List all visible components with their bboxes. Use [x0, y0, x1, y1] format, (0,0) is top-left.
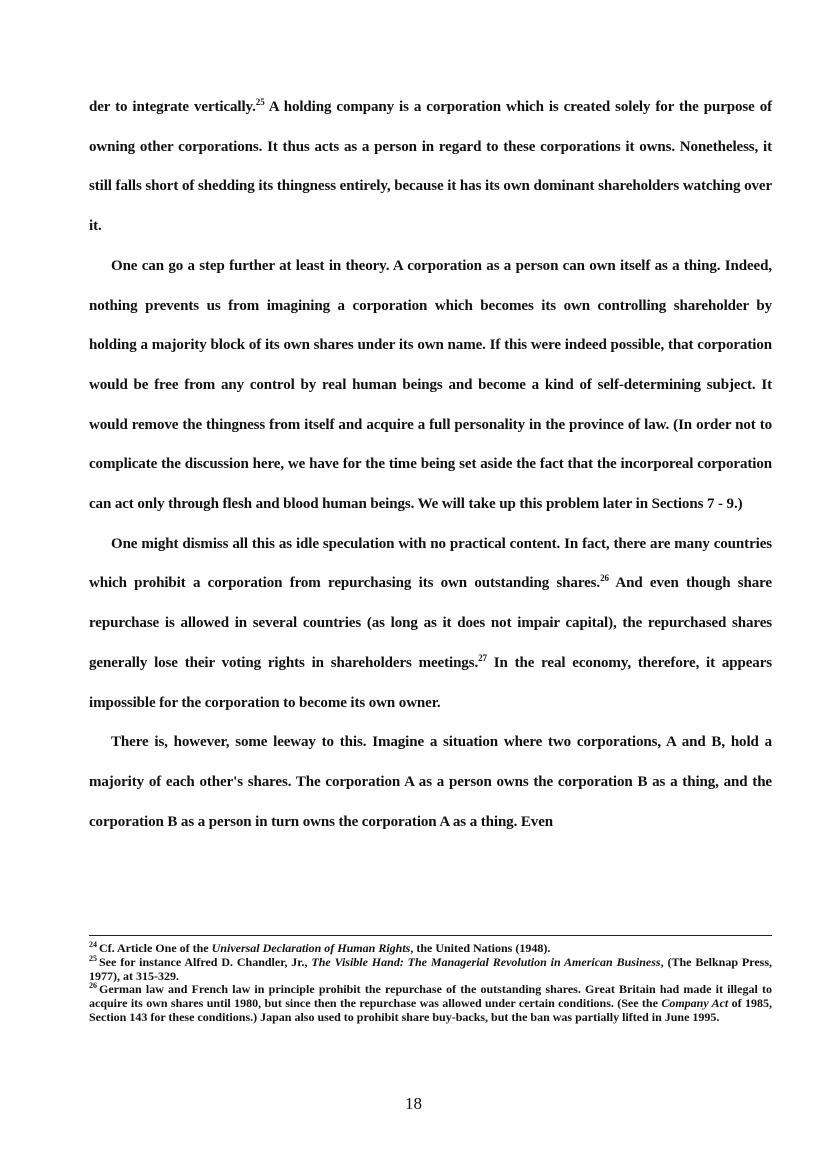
footnote-25: [89, 953, 772, 984]
footnote-ref-25: 25: [255, 97, 265, 107]
paragraph-3-text-cont: And even though share repurchase is allowed in several countries (as long as it does not impair capital), the repurchased shares generally lose their voting rights in shareholders meetings.: [89, 575, 772, 671]
body-text: [89, 88, 772, 842]
footnote-ref-27: 27: [478, 652, 487, 663]
paragraph-3-text-end: In the real economy, therefore, it appears impossible for the corporation to become its own owner.: [89, 654, 772, 711]
footnote-mark: 26: [89, 981, 97, 991]
page-number: 18: [405, 1094, 422, 1113]
paragraph-1-text-cont: A holding company is a corporation which is created solely for the purpose of owning other corporations. It thus acts as a person in regard to these corporations it owns. Nonetheless, it still falls short of shedding its thingness entirely, because it has its own dominant shareholders watching over it.: [89, 99, 772, 235]
paragraph-1-text: der to integrate vertically.: [89, 99, 256, 115]
paragraph-2: One can go a step further at least in theory. A corporation as a person can own itself as a thing. Indeed, nothing prevents us from imagining a corporation which becomes its own controlling shareholder by holding a majority block of its own shares under its own name. If this were indeed possible, that corporation would be free from any control by real human beings and become a kind of self-determining subject. It would remove the thingness from itself and acquire a full personality in the province of law. (In order not to complicate the discussion here, we have for the time being set aside the fact that the incorporeal corporation can act only through flesh and blood human beings. We will take up this problem later in Sections 7 - 9.): [89, 257, 772, 513]
footnote-text: Cf. Article One of the: [99, 941, 212, 955]
footnote-title: Company Act: [661, 996, 729, 1011]
paragraph-3-text: One might dismiss all this as idle speculation with no practical content. In fact, there are many countries which prohibit a corporation from repurchasing its own outstanding shares.: [89, 535, 772, 592]
footnote-26: [89, 983, 772, 1024]
footnote-title: Universal Declaration of Human Rights: [211, 941, 411, 955]
footnote-text-end: , the United Nations (1948).: [410, 941, 551, 955]
footnote-text: German law and French law in principle prohibit the repurchase of the outstanding shares. Great Britain had made it illegal to acquire its own shares until 1980, but since then the repurchase was allowed under certain conditions. (See the: [89, 982, 772, 1011]
footnote-text-end: of 1985, Section 143 for these conditions.) Japan also used to prohibit share buy-backs, but the ban was partially lifted in June 1995.: [89, 996, 772, 1024]
footnote-separator: [89, 935, 772, 936]
footnote-24: [89, 942, 772, 956]
footnote-text: See for instance Alfred D. Chandler, Jr.,: [99, 954, 312, 969]
paragraph-3: [89, 525, 772, 724]
footnote-title: The Visible Hand: The Managerial Revolution in American Business: [311, 954, 661, 969]
footnote-mark: 24: [89, 940, 97, 949]
paragraph-4: There is, however, some leeway to this. Imagine a situation where two corporations, A and B, hold a majority of each other's shares. The corporation A as a person owns the corporation B as a thing, and the corporation B as a person in turn owns the corporation A as a thing. Even: [89, 734, 772, 830]
footnote-mark: 25: [89, 953, 97, 963]
paragraph-1: [89, 88, 772, 247]
footnotes: [89, 942, 772, 1025]
footnote-text-end: , (The Belknap Press, 1977), at 315-329.: [89, 954, 772, 983]
footnote-ref-26: 26: [600, 573, 609, 584]
